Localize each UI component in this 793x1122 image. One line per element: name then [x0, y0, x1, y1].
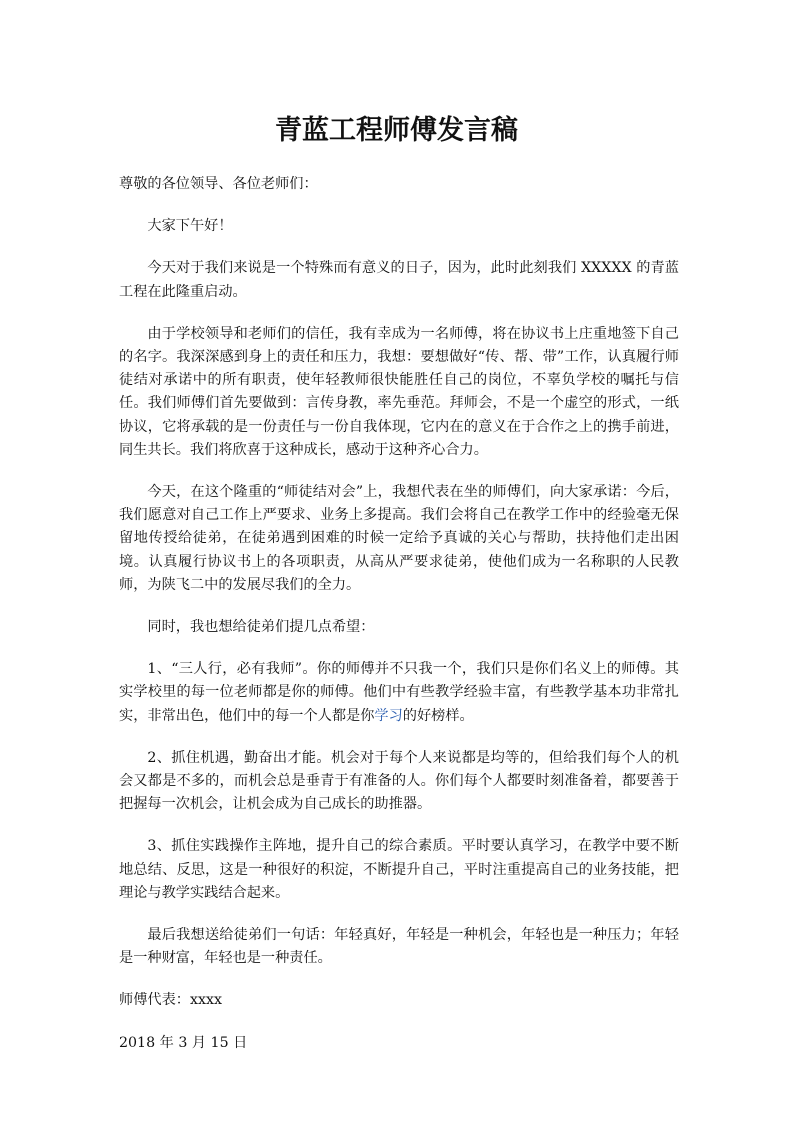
paragraph-intro: 今天对于我们来说是一个特殊而有意义的日子，因为，此时此刻我们 XXXXX 的青蓝工程在此隆重启动。: [119, 260, 679, 300]
point-two: 2、抓住机遇，勤奋出才能。机会对于每个人来说都是均等的，但给我们每个人的机会又都是不多的，而机会总是垂青于有准备的人。你们每个人都要时刻准备着，都要善于把握每一次机会，让机会成为自己成长的助推器。: [119, 749, 679, 813]
point-three: 3、抓住实践操作主阵地，提升自己的综合素质。平时要认真学习，在教学中要不断地总结、反思，这是一种很好的积淀，不断提升自己，平时注重提高自己的业务技能，把理论与教学实践结合起来。: [119, 838, 679, 901]
point-one: [119, 658, 679, 728]
document-body: [119, 173, 679, 1074]
page-title: 青蓝工程师傅发言稿: [275, 115, 518, 146]
greeting: 大家下午好！: [147, 218, 233, 235]
signature: 师傅代表：xxxx: [119, 992, 222, 1009]
point-one-text-end: 的好榜样。: [402, 707, 474, 724]
paragraph-promise: 今天，在这个隆重的“师徒结对会”上，我想代表在坐的师傅们，向大家承诺：今后，我们愿意对自己工作上严要求、业务上多提高。我们会将自己在教学工作中的经验毫无保留地传授给徒弟，在徒弟遇到困难的时候一定给予真诚的关心与帮助，扶持他们走出困境。认真履行协议书上的各项职责，从高从严要求徒弟，使他们成为一名称职的人民教师，为陕飞二中的发展尽我们的全力。: [119, 484, 679, 593]
paragraph-hopes-intro: 同时，我也想给徒弟们提几点希望：: [147, 619, 375, 636]
paragraph-responsibility: 由于学校领导和老师们的信任，我有幸成为一名师傅，将在协议书上庄重地签下自己的名字。我深深感到身上的责任和压力，我想：要想做好“传、帮、带”工作，认真履行师徒结对承诺中的所有职责，使年轻教师很快能胜任自己的岗位，不辜负学校的嘱托与信任。我们师傅们首先要做到：言传身教，率先垂范。拜师会，不是一个虚空的形式，一纸协议，它将承载的是一份责任与一份自我体现，它内在的意义在于合作之上的携手前进，同生共长。我们将欣喜于这种成长，感动于这种齐心合力。: [119, 325, 679, 458]
point-one-text: 1、“三人行，必有我师”。你的师傅并不只我一个，我们只是你们名义上的师傅。其实学校里的每一位老师都是你的师傅。他们中有些教学经验丰富，有些教学基本功非常扎实，非常出色，他们中的每一个人都是你: [119, 661, 679, 724]
date: 2018 年 3 月 15 日: [119, 1034, 248, 1051]
closing-paragraph: 最后我想送给徒弟们一句话：年轻真好，年轻是一种机会，年轻也是一种压力；年轻是一种财富，年轻也是一种责任。: [119, 927, 679, 967]
salutation: 尊敬的各位领导、各位老师们：: [119, 176, 318, 192]
study-link[interactable]: 学习: [374, 707, 403, 724]
